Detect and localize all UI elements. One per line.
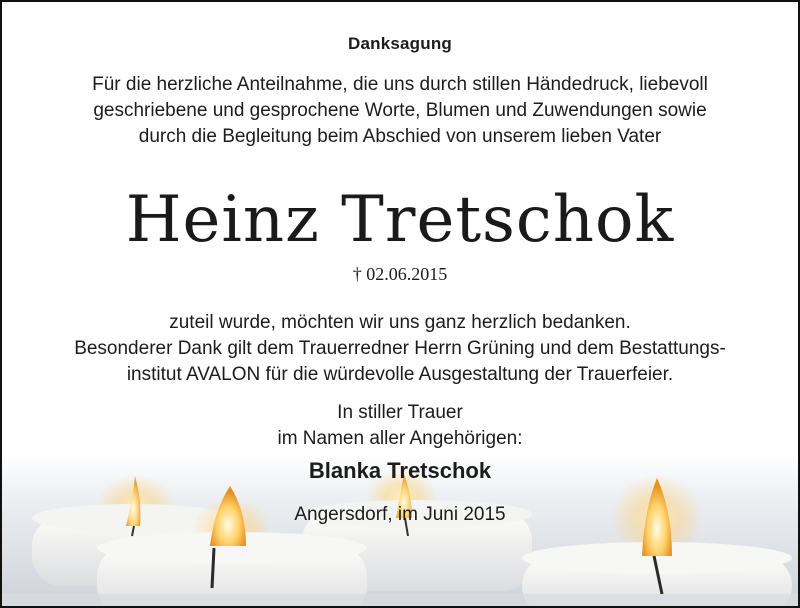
closing-line: im Namen aller Angehörigen: [277, 428, 523, 449]
thanks-line: zuteil wurde, möchten wir uns ganz herzlich bedanken. [169, 312, 631, 333]
deceased-name: Heinz Tretschok [125, 183, 675, 257]
death-date: † 02.06.2015 [352, 264, 448, 284]
notice-heading: Danksagung [347, 34, 453, 53]
thanks-paragraph [2, 310, 798, 388]
closing-lines [2, 400, 798, 452]
signer-name: Blanka Tretschok [308, 458, 492, 483]
thanks-line: institut AVALON für die würdevolle Ausgestaltung der Trauerfeier. [126, 364, 674, 385]
intro-line: durch die Begleitung beim Abschied von unserem lieben Vater [138, 126, 662, 147]
intro-line: Für die herzliche Anteilnahme, die uns durch stillen Händedruck, liebevoll [92, 74, 708, 95]
intro-line: geschriebene und gesprochene Worte, Blumen und Zuwendungen sowie [93, 100, 707, 121]
place-date: Angersdorf, im Juni 2015 [294, 504, 506, 525]
closing-line: In stiller Trauer [337, 402, 463, 423]
intro-paragraph [2, 72, 798, 150]
thanks-line: Besonderer Dank gilt dem Trauerredner Herrn Grüning und dem Bestattungs- [74, 338, 726, 359]
